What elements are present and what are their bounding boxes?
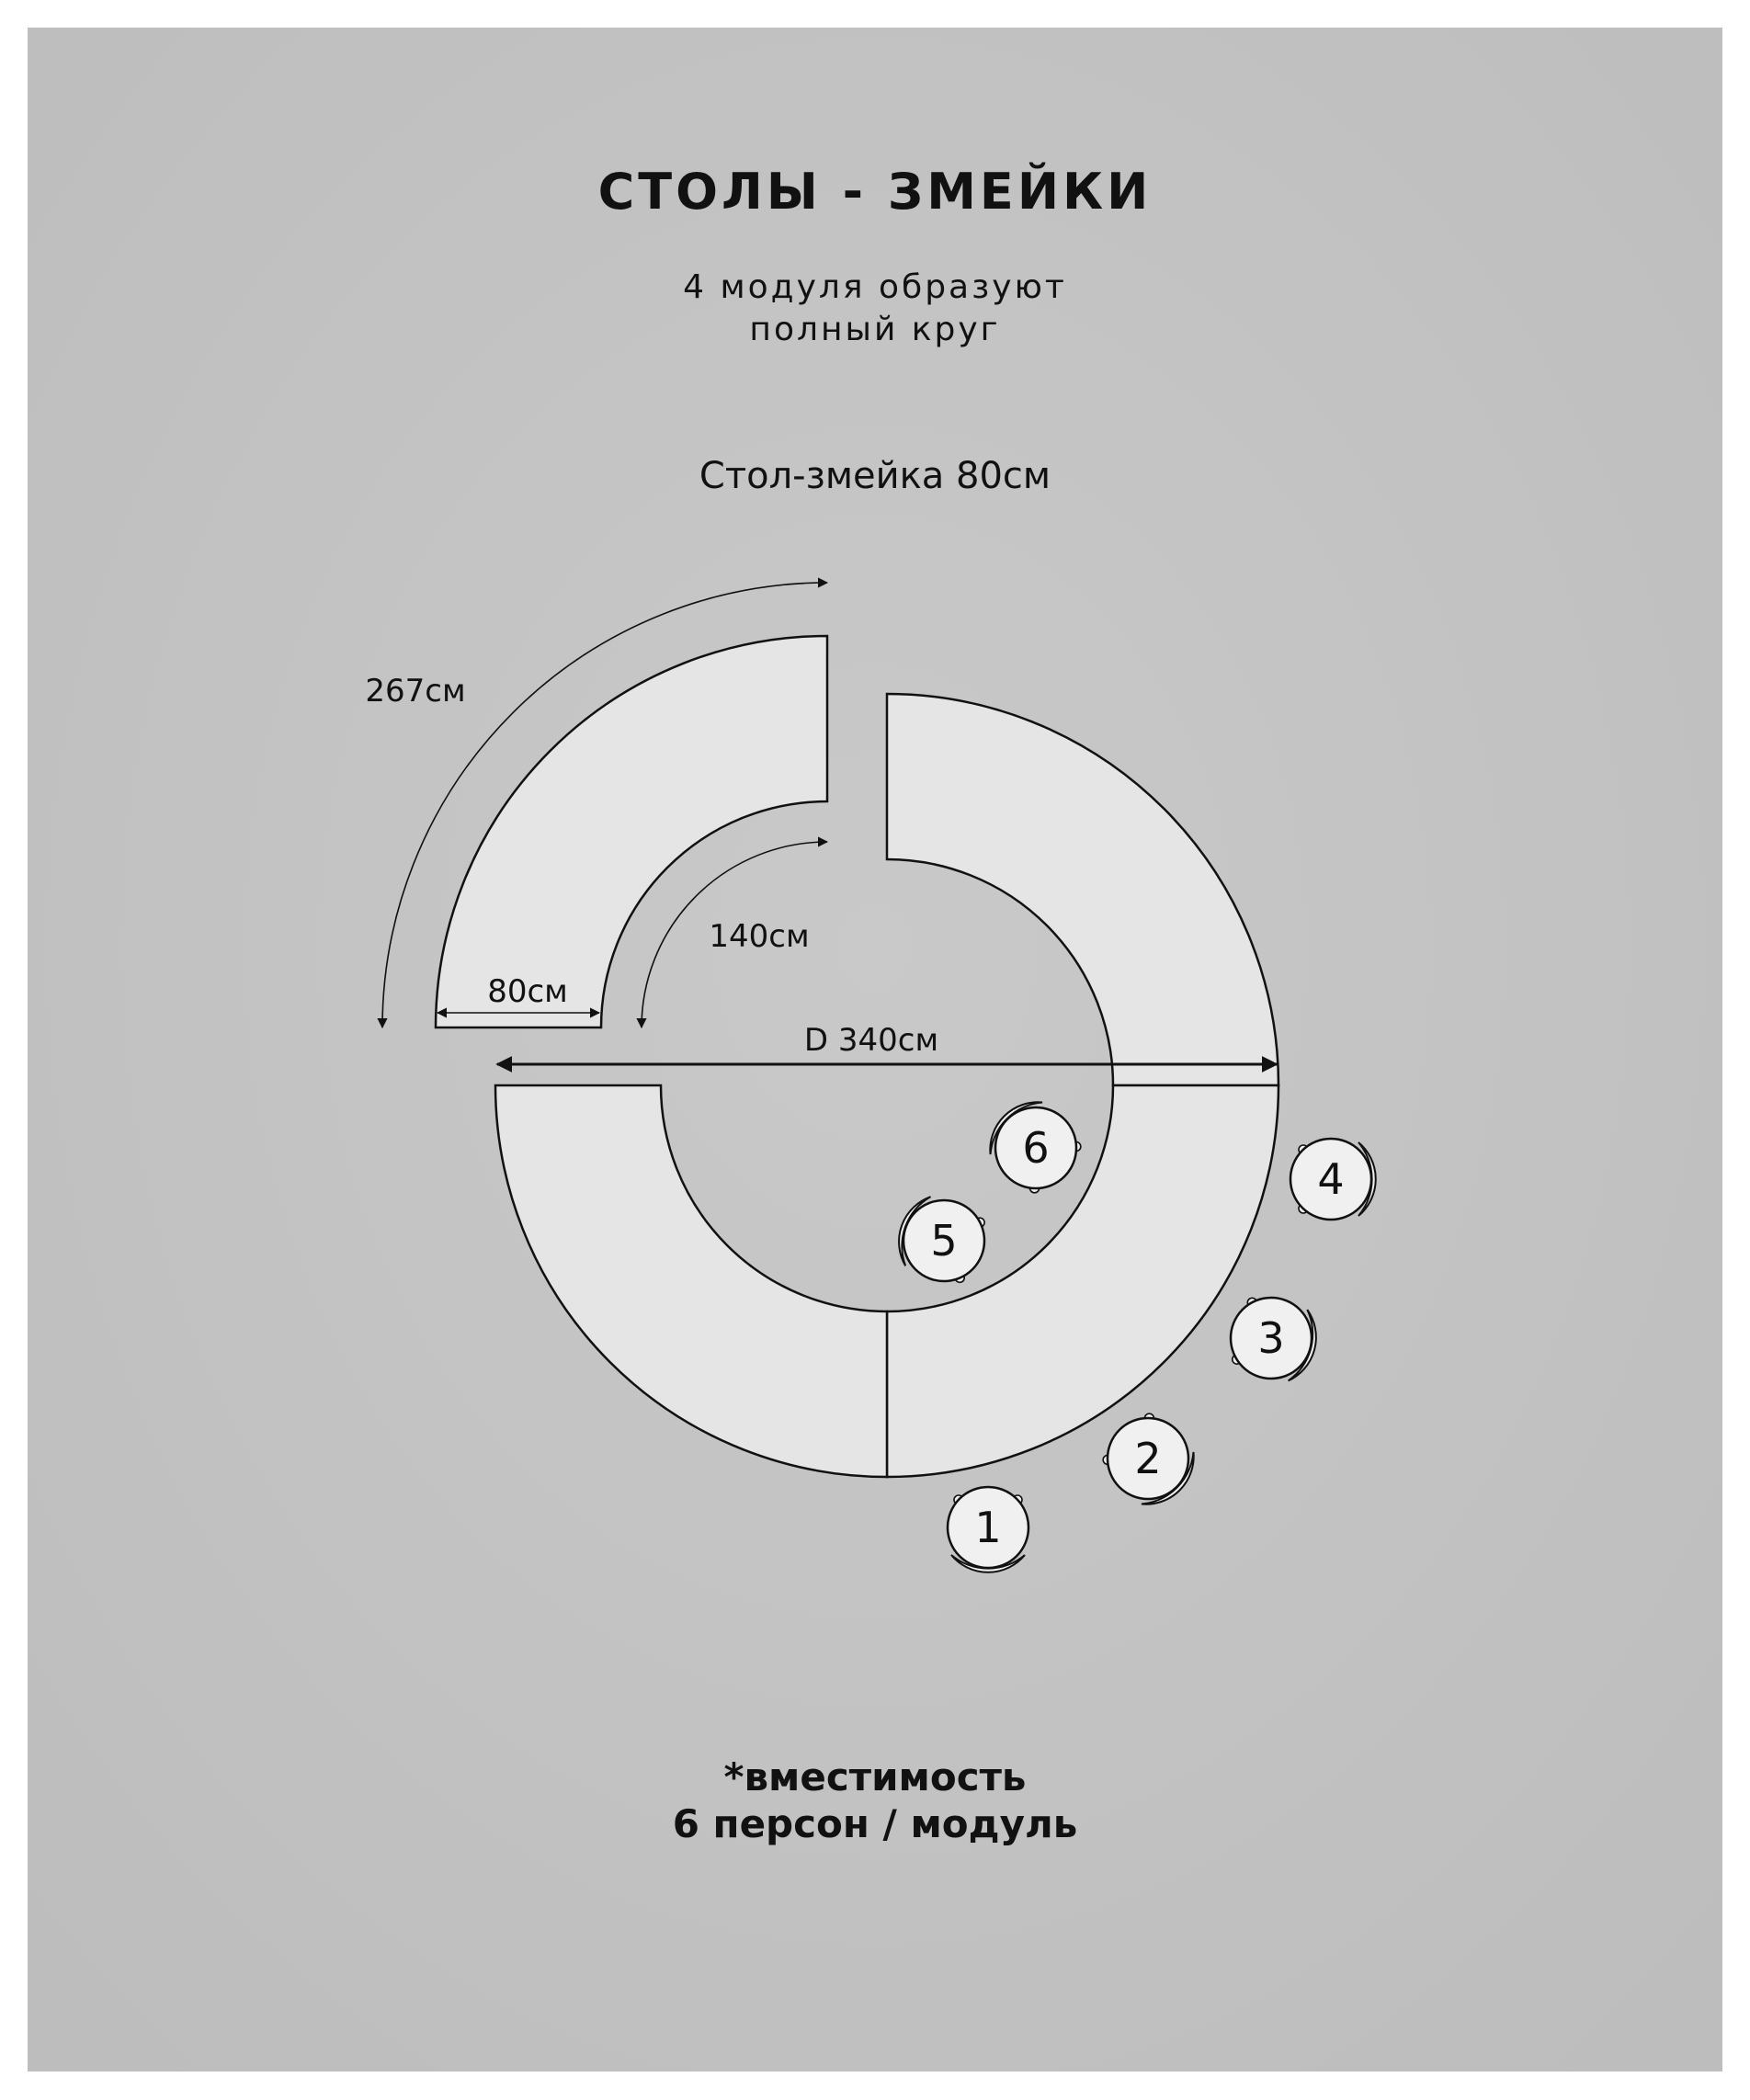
outer-arc-label: 267см [365, 673, 466, 709]
capacity-value: 6 персон / модуль [672, 1801, 1078, 1846]
diameter-label: D 340см [803, 1022, 939, 1059]
seat-number: 1 [974, 1503, 1002, 1552]
seat-number: 5 [930, 1216, 958, 1266]
page-title: СТОЛЫ - ЗМЕЙКИ [597, 163, 1153, 221]
inner-arc-label: 140см [709, 918, 810, 955]
seat-number: 6 [1022, 1123, 1050, 1173]
seat-number: 4 [1317, 1154, 1345, 1204]
subtitle-line-2: полный круг [749, 311, 1001, 348]
capacity-label: *вместимость [723, 1754, 1027, 1799]
module-heading: Стол-змейка 80см [699, 455, 1051, 497]
seat-number: 2 [1134, 1434, 1162, 1483]
width-label: 80см [487, 973, 568, 1010]
seat-number: 3 [1257, 1313, 1285, 1363]
subtitle-line-1: 4 модуля образуют [683, 268, 1067, 306]
